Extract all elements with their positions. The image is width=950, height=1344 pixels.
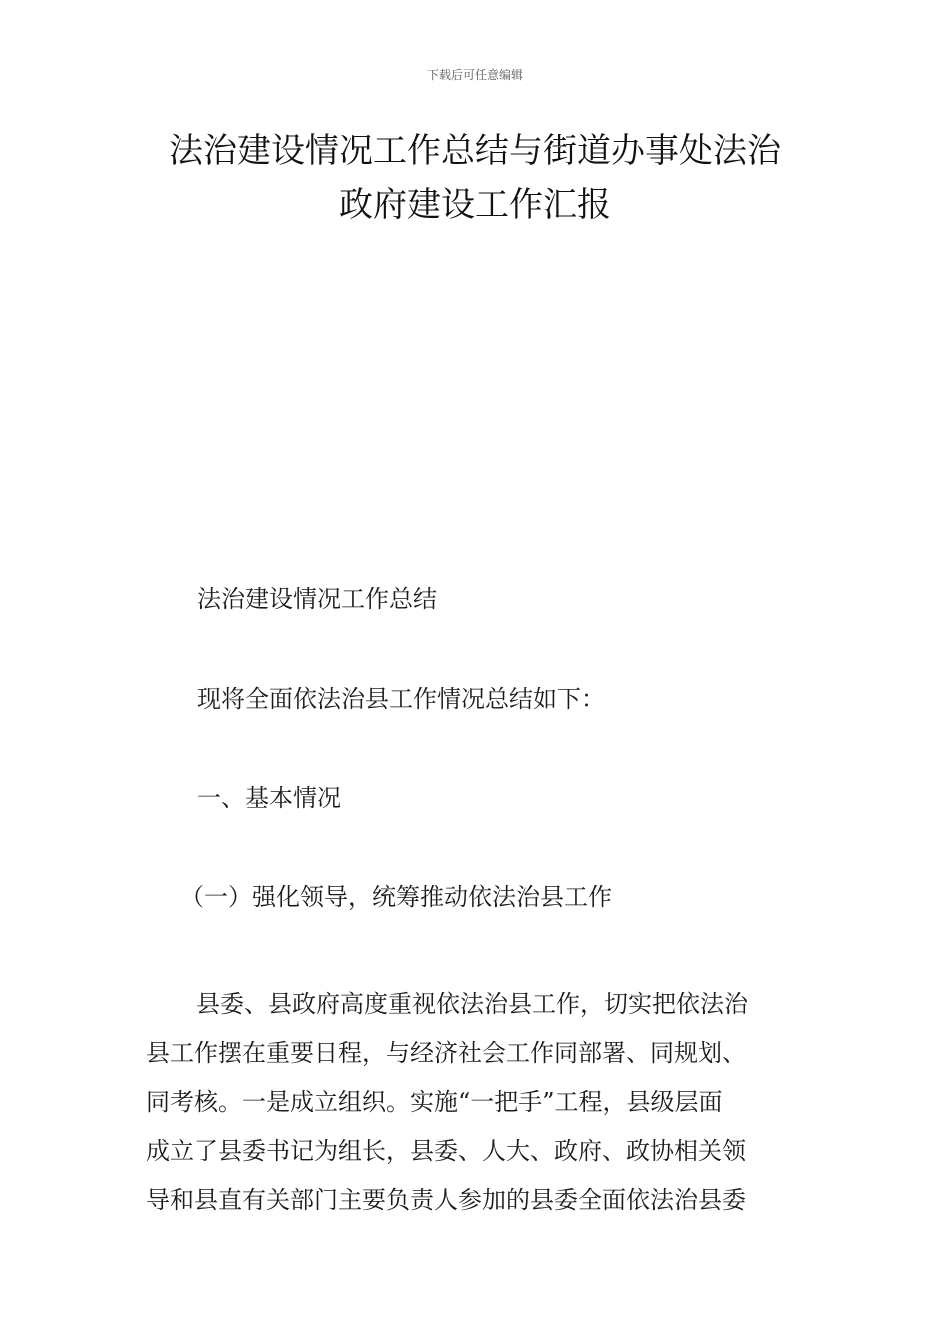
paragraph-line: 县工作摆在重要日程，与经济社会工作同部署、同规划、 <box>146 1039 746 1067</box>
heading-basic-situation: 一、基本情况 <box>197 784 341 812</box>
header-note: 下载后可任意编辑 <box>426 68 523 82</box>
paragraph-line: 同考核。一是成立组织。实施“一把手”工程，县级层面 <box>146 1088 723 1116</box>
document-title-line-1: 法治建设情况工作总结与街道办事处法治 <box>169 131 781 171</box>
document-title-line-2: 政府建设工作汇报 <box>339 185 611 225</box>
intro-text: 现将全面依法治县工作情况总结如下： <box>197 685 605 713</box>
paragraph-line: 成立了县委书记为组长，县委、人大、政府、政协相关领 <box>146 1137 746 1165</box>
paragraph-line: 导和县直有关部门主要负责人参加的县委全面依法治县委 <box>146 1186 746 1214</box>
section-title: 法治建设情况工作总结 <box>197 585 437 613</box>
body-paragraph <box>146 980 826 1225</box>
document-title <box>100 124 850 232</box>
paragraph-line: 县委、县政府高度重视依法治县工作，切实把依法治 <box>196 990 748 1018</box>
subheading-leadership: （一）强化领导，统筹推动依法治县工作 <box>180 883 612 911</box>
